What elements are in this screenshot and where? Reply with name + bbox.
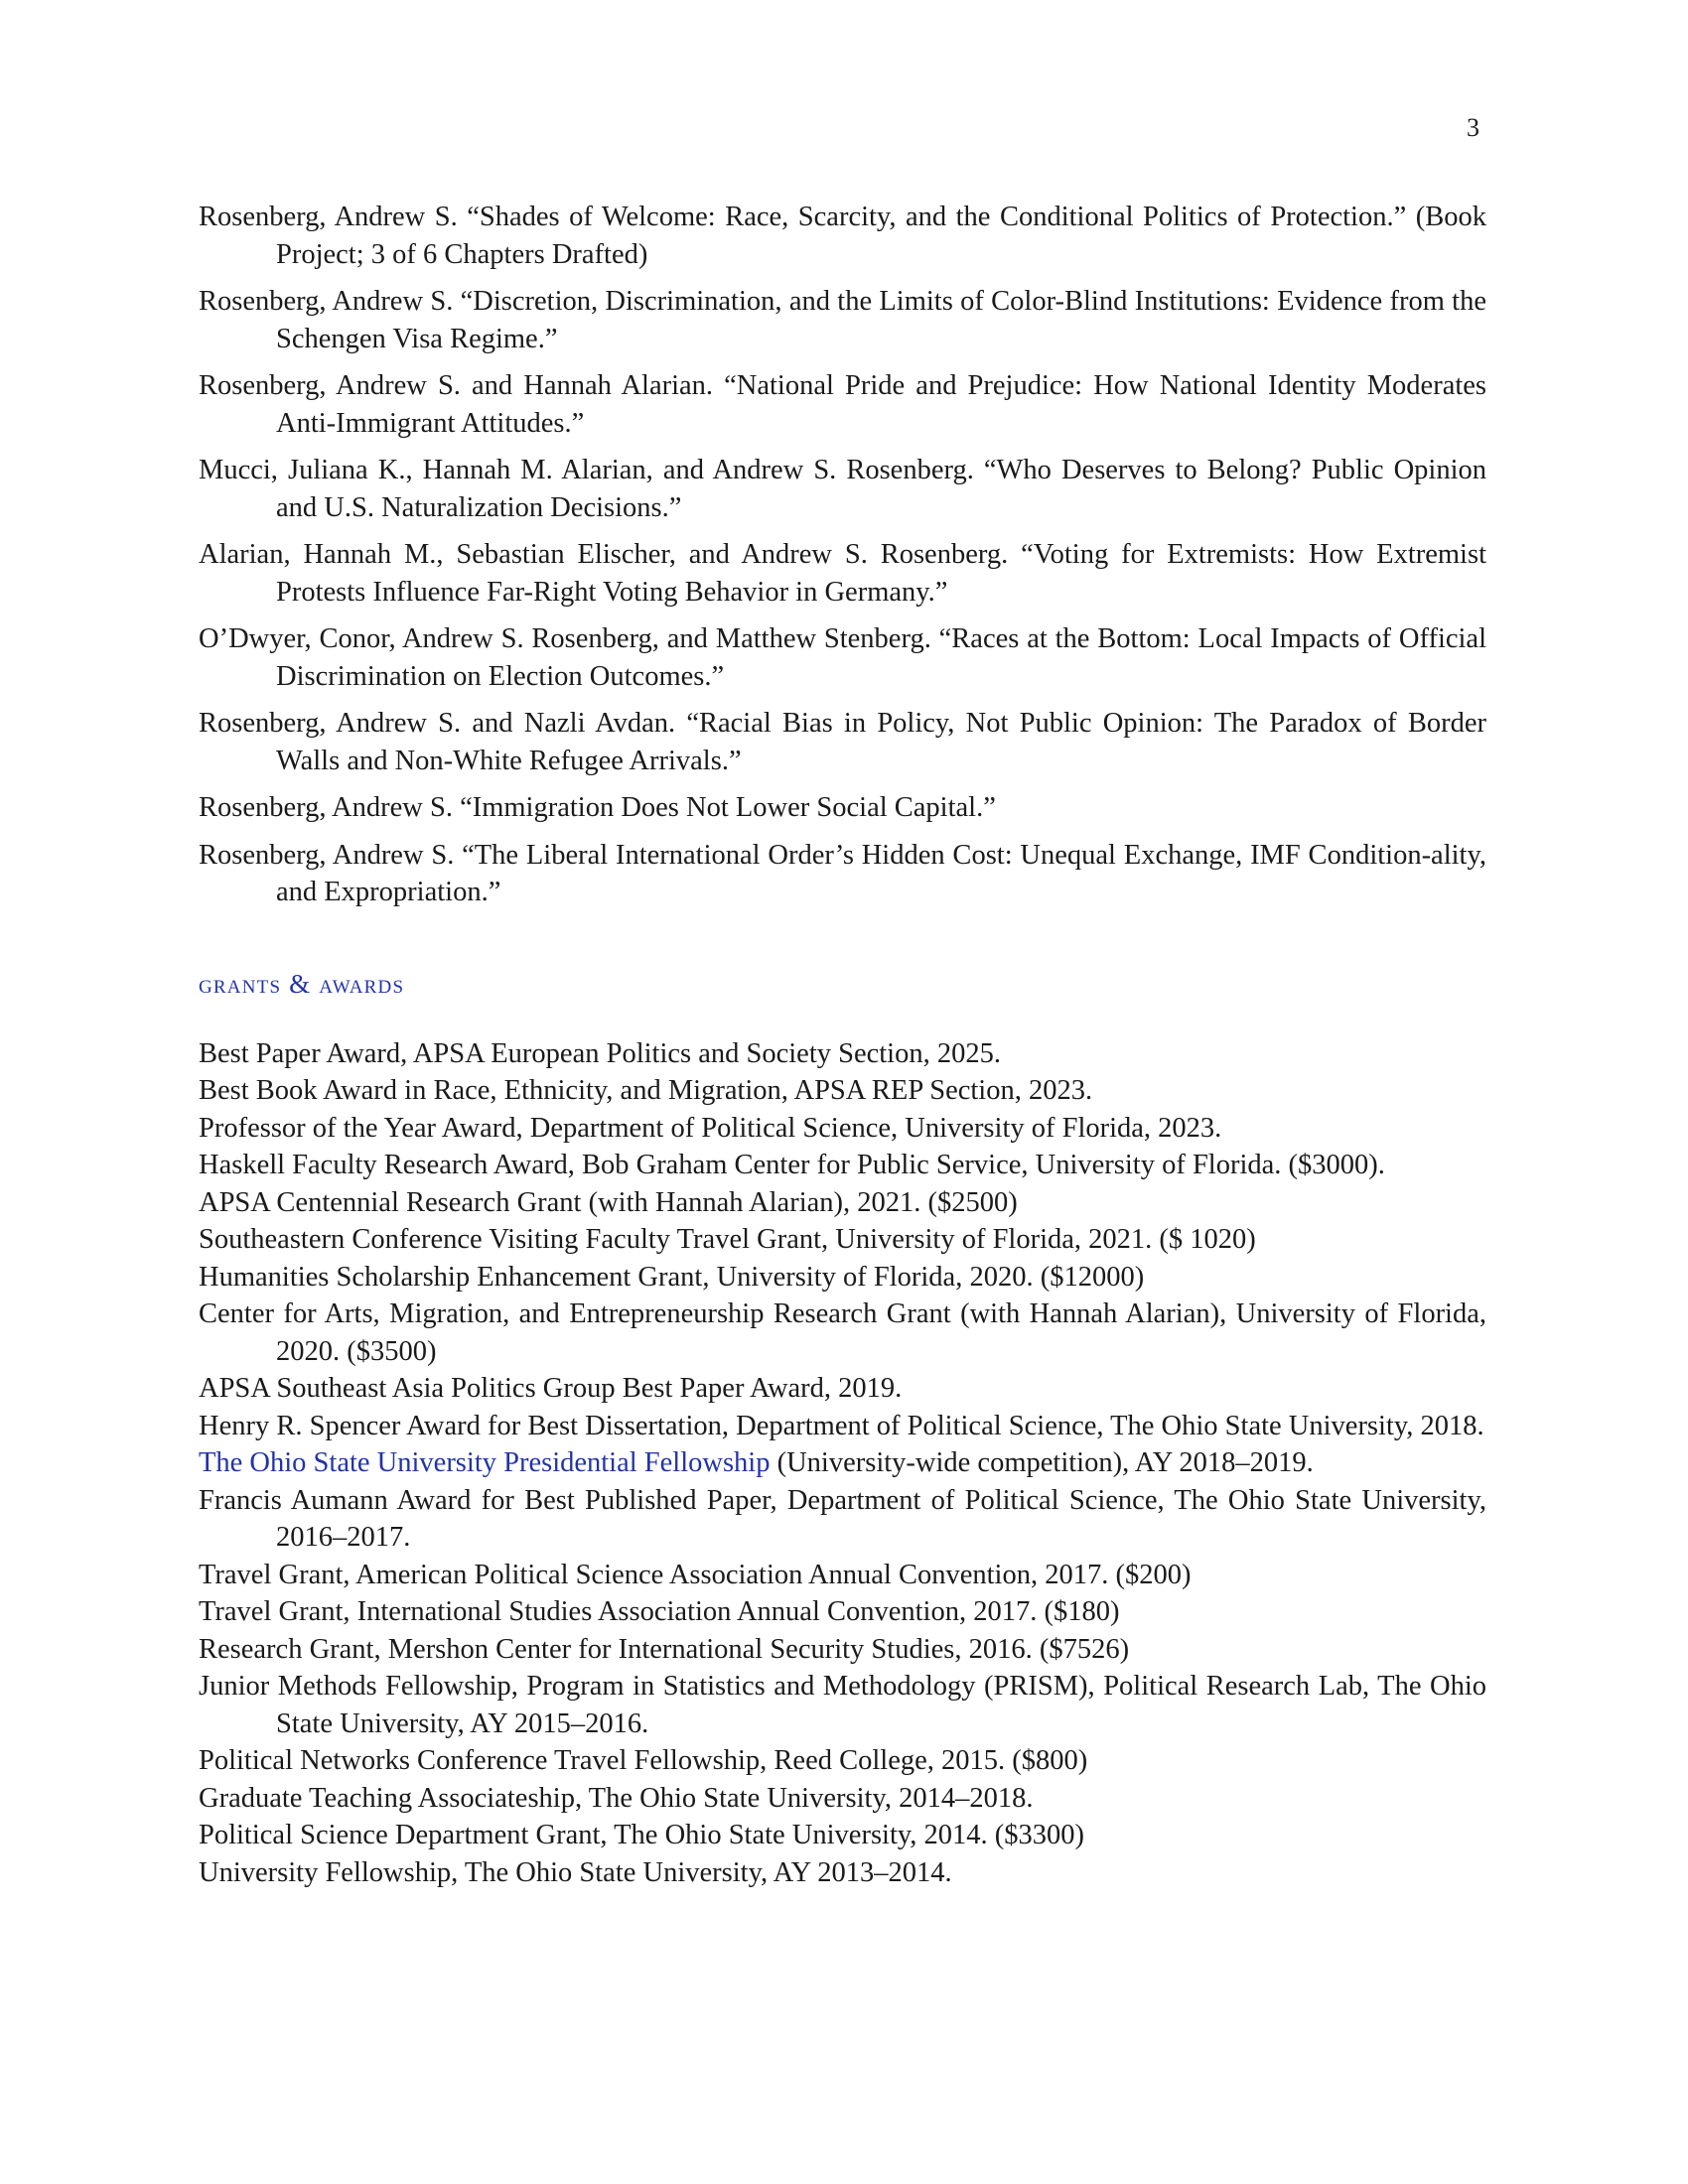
award-entry: Best Book Award in Race, Ethnicity, and Migration, APSA REP Section, 2023. — [199, 1075, 1093, 1106]
award-entry: APSA Southeast Asia Politics Group Best Paper Award, 2019. — [199, 1373, 903, 1404]
award-entry: Graduate Teaching Associateship, The Ohio State University, 2014–2018. — [199, 1782, 1034, 1814]
award-entry: Research Grant, Mershon Center for International Security Studies, 2016. ($7526) — [199, 1633, 1130, 1665]
award-entry: University Fellowship, The Ohio State University, AY 2013–2014. — [199, 1856, 952, 1888]
page-content — [199, 199, 1486, 1891]
award-entry: Best Paper Award, APSA European Politics and Society Section, 2025. — [199, 1037, 1001, 1069]
award-entry: Political Science Department Grant, The Ohio State University, 2014. ($3300) — [199, 1820, 1085, 1850]
award-entry: Southeastern Conference Visiting Faculty Travel Grant, University of Florida, 2021. ($ 1020) — [199, 1224, 1256, 1255]
page-number: 3 — [1467, 113, 1479, 142]
publication-entry: Rosenberg, Andrew S. “The Liberal International Order’s Hidden Cost: Unequal Exchange, IMF Condition-ality, and Expropriation.” — [199, 839, 1486, 907]
publication-entry: Alarian, Hannah M., Sebastian Elischer, and Andrew S. Rosenberg. “Voting for Extremists: How Extremist Protests Influence Far-Right Voting Behavior in Germany.” — [199, 539, 1486, 608]
award-entry: APSA Centennial Research Grant (with Hannah Alarian), 2021. ($2500) — [199, 1186, 1018, 1218]
publication-entry: Mucci, Juliana K., Hannah M. Alarian, and Andrew S. Rosenberg. “Who Deserves to Belong? Public Opinion and U.S. Naturalization Decisions.” — [199, 455, 1486, 523]
publication-entry: Rosenberg, Andrew S. “Discretion, Discrimination, and the Limits of Color-Blind Institutions: Evidence from the Schengen Visa Regime.” — [199, 286, 1486, 354]
publication-entry: Rosenberg, Andrew S. and Nazli Avdan. “Racial Bias in Policy, Not Public Opinion: The Paradox of Border Walls and Non-White Refugee Arrivals.” — [199, 708, 1486, 776]
award-entry: Humanities Scholarship Enhancement Grant, University of Florida, 2020. ($12000) — [199, 1261, 1145, 1293]
presidential-fellowship-link[interactable]: The Ohio State University Presidential Fellowship — [199, 1447, 771, 1478]
grants-awards-heading: grants & awards — [199, 968, 405, 999]
publication-entry: Rosenberg, Andrew S. “Immigration Does Not Lower Social Capital.” — [199, 792, 996, 823]
publication-entry: Rosenberg, Andrew S. and Hannah Alarian. “National Pride and Prejudice: How National Identity Moderates Anti-Immigrant Attitudes.” — [199, 370, 1486, 439]
publication-entry: O’Dwyer, Conor, Andrew S. Rosenberg, and Matthew Stenberg. “Races at the Bottom: Local Impacts of Official Discrimination on Election Outcomes.” — [199, 623, 1486, 692]
award-entry: Professor of the Year Award, Department of Political Science, University of Florida, 2023. — [199, 1112, 1222, 1144]
award-entry-suffix: (University-wide competition), AY 2018–2019. — [770, 1447, 1314, 1478]
award-entry: Travel Grant, International Studies Association Annual Convention, 2017. ($180) — [199, 1596, 1120, 1627]
publication-entry: Rosenberg, Andrew S. “Shades of Welcome: Race, Scarcity, and the Conditional Politics of Protection.” (Book Project; 3 of 6 Chapters Drafted) — [199, 202, 1486, 270]
award-entry: Political Networks Conference Travel Fellowship, Reed College, 2015. ($800) — [199, 1745, 1088, 1776]
award-entry — [199, 1444, 1486, 1482]
works-in-progress-list — [199, 199, 1486, 911]
award-entry: Travel Grant, American Political Science Association Annual Convention, 2017. ($200) — [199, 1559, 1192, 1590]
grants-awards-list — [199, 1035, 1486, 1892]
award-entry: Henry R. Spencer Award for Best Dissertation, Department of Political Science, The Ohio State University, 2018. — [199, 1410, 1484, 1441]
award-entry: Center for Arts, Migration, and Entrepreneurship Research Grant (with Hannah Alarian), University of Florida, 2020. ($3500) — [199, 1298, 1486, 1367]
award-entry: Francis Aumann Award for Best Published Paper, Department of Political Science, The Ohio State University, 2016–2017. — [199, 1484, 1486, 1553]
award-entry: Haskell Faculty Research Award, Bob Graham Center for Public Service, University of Florida. ($3000). — [199, 1150, 1385, 1180]
award-entry: Junior Methods Fellowship, Program in Statistics and Methodology (PRISM), Political Research Lab, The Ohio State University, AY 2015–2016. — [199, 1671, 1486, 1739]
